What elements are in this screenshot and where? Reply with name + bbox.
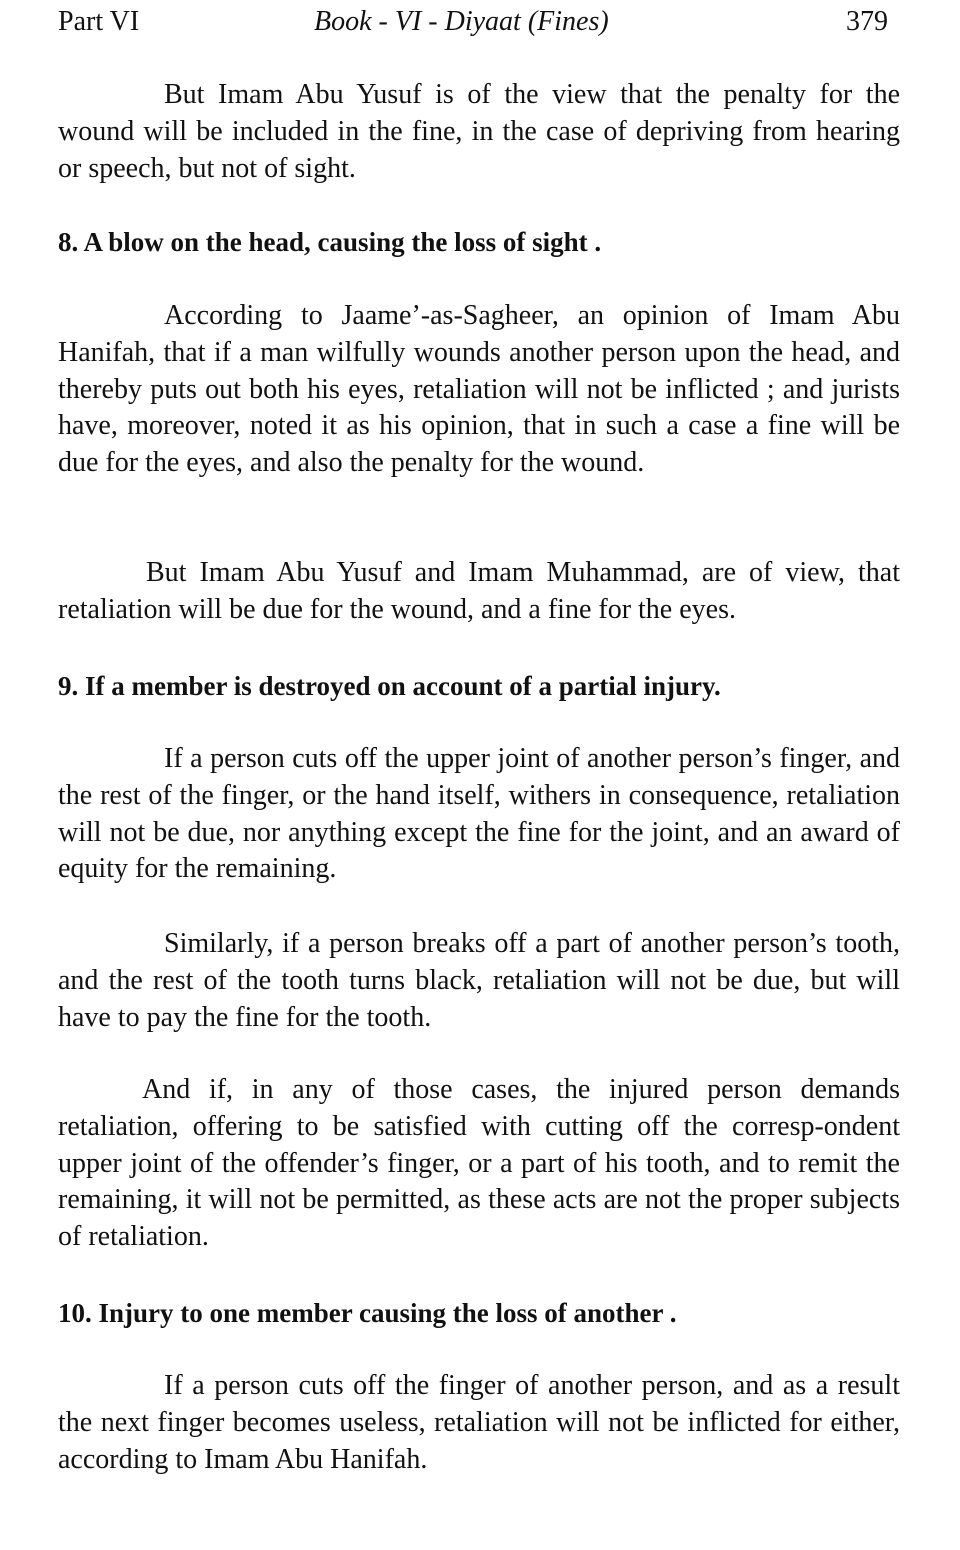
book-title: Book - VI - Diyaat (Fines) [314, 6, 609, 37]
paragraph-next-finger: If a person cuts off the finger of another person, and as a result the next finger becomes useless, retaliation will not be inflicted for either, according to Imam Abu Hanifah. [58, 1370, 900, 1475]
part-label: Part VI [58, 6, 140, 37]
document-page [58, 0, 900, 1550]
paragraph-jaame-as-sagheer: According to Jaame’-as-Sagheer, an opinion of Imam Abu Hanifah, that if a man wilfully wounds another person upon the head, and thereby puts out both his eyes, retaliation will not be inflicted ; and jurists have, moreover, noted it as his opinion, that in such a case a fine will be due for the eyes, and also the penalty for the wound. [58, 300, 900, 479]
section-heading-8: 8. A blow on the head, causing the loss of sight . [58, 227, 602, 257]
paragraph-tooth: Similarly, if a person breaks off a part of another person’s tooth, and the rest of the tooth turns black, retaliation will not be due, but will have to pay the fine for the tooth. [58, 928, 900, 1033]
paragraph-abu-yusuf-muhammad: But Imam Abu Yusuf and Imam Muhammad, are of view, that retaliation will be due for the wound, and a fine for the eyes. [58, 557, 900, 625]
page-number: 379 [846, 6, 888, 37]
paragraph-demands-retaliation: And if, in any of those cases, the injured person demands retaliation, offering to be satisfied with cutting off the corresp-ondent upper joint of the offender’s finger, or a part of his tooth, and to remit the remaining, it will not be permitted, as these acts are not the proper subjects of retaliation. [58, 1074, 900, 1253]
section-heading-9: 9. If a member is destroyed on account of a partial injury. [58, 671, 721, 701]
section-heading-10: 10. Injury to one member causing the loss of another . [58, 1298, 677, 1328]
running-head [58, 4, 900, 40]
paragraph-finger-joint: If a person cuts off the upper joint of another person’s finger, and the rest of the finger, or the hand itself, withers in consequence, retaliation will not be due, nor anything except the fine for the joint, and an award of equity for the remaining. [58, 743, 900, 885]
paragraph-abu-yusuf-view: But Imam Abu Yusuf is of the view that the penalty for the wound will be included in the fine, in the case of depriving from hearing or speech, but not of sight. [58, 79, 900, 184]
